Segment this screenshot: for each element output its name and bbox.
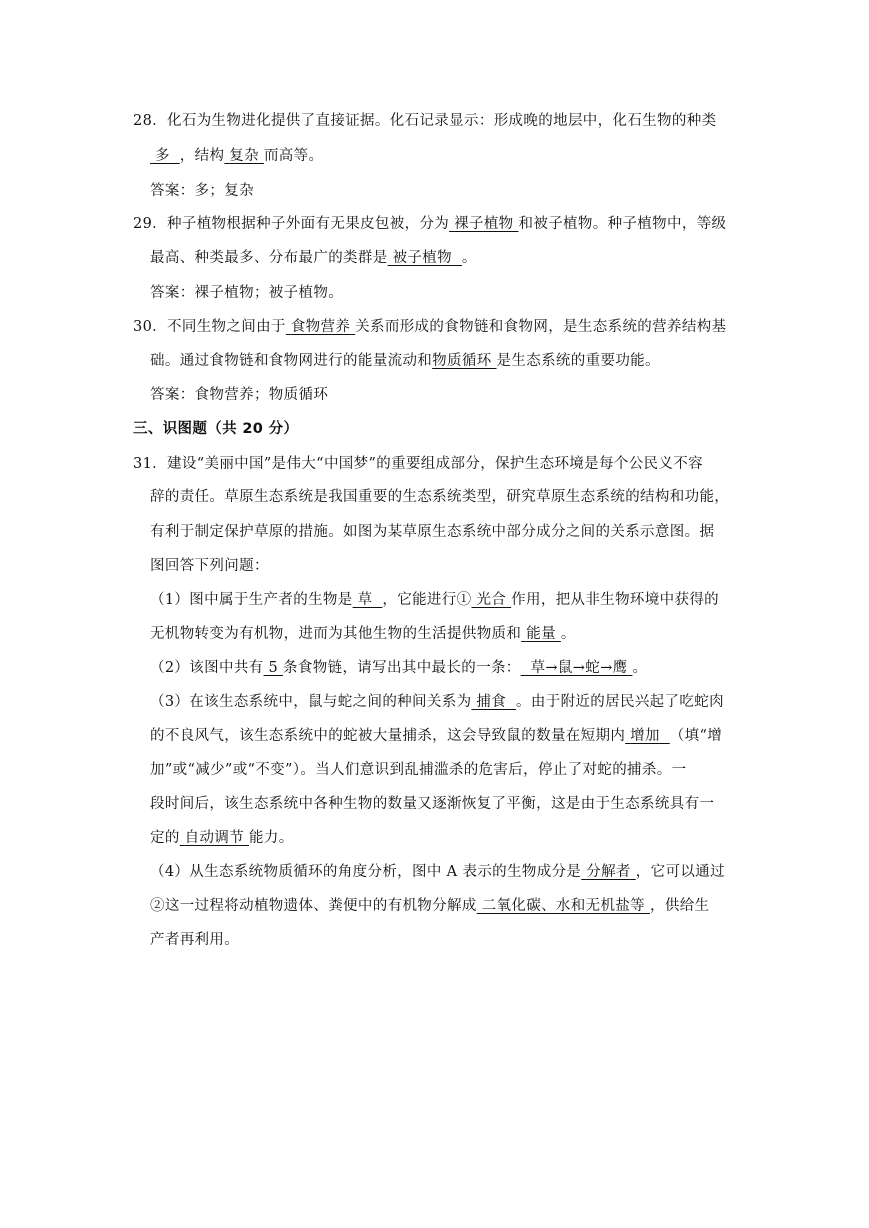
q31-part3-line4: 段时间后，该生态系统中各种生物的数量又逐渐恢复了平衡，这是由于生态系统具有一 bbox=[150, 796, 715, 812]
q31-part4-line1: （4）从生态系统物质循环的角度分析，图中 A 表示的生物成分是 分解者 ，它可以通过 bbox=[150, 864, 725, 880]
q31-part1-blank-2: 光合 bbox=[476, 592, 507, 608]
q30-blank-2: 物质循环 bbox=[432, 353, 492, 369]
q31-part1-line2: 无机物转变为有机物，进而为其他生物的生活提供物质和 能量 。 bbox=[150, 626, 576, 642]
section-heading: 三、识图题（共 20 分） bbox=[133, 421, 299, 437]
q31-part3-line2: 的不良风气，该生态系统中的蛇被大量捕杀，这会导致鼠的数量在短期内 增加 （填“增 bbox=[150, 728, 723, 744]
q29-stem-line1: 29．种子植物根据种子外面有无果皮包被，分为 裸子植物 和被子植物。种子植物中，等级 bbox=[133, 216, 727, 232]
q31-part3-blank-1: 捕食 bbox=[476, 694, 507, 710]
q31-part3-line3: 加”或“减少”或“不变”）。当人们意识到乱捕滥杀的危害后，停止了对蛇的捕杀。一 bbox=[150, 762, 687, 778]
q30-stem-line2: 础。通过食物链和食物网进行的能量流动和物质循环 是生态系统的重要功能。 bbox=[150, 353, 660, 369]
q31-part1-line1: （1）图中属于生产者的生物是 草 ，它能进行① 光合 作用，把从非生物环境中获得的 bbox=[150, 592, 720, 608]
q28-stem-line1: 28．化石为生物进化提供了直接证据。化石记录显示：形成晚的地层中，化石生物的种类 bbox=[133, 113, 717, 129]
q31-intro-line2: 辞的责任。草原生态系统是我国重要的生态系统类型，研究草原生态系统的结构和功能， bbox=[150, 489, 730, 505]
q31-part3-line1: （3）在该生态系统中，鼠与蛇之间的种间关系为 捕食 。由于附近的居民兴起了吃蛇肉 bbox=[150, 694, 724, 710]
q30-answer: 答案：食物营养；物质循环 bbox=[150, 387, 329, 403]
q31-part3-line5: 定的 自动调节 能力。 bbox=[150, 830, 294, 846]
q31-part4-blank-2: 二氧化碳、水和无机盐等 bbox=[481, 898, 646, 914]
q31-intro-line1: 31．建设“美丽中国”是伟大“中国梦”的重要组成部分，保护生态环境是每个公民义不容 bbox=[133, 456, 703, 472]
q31-part3-blank-3: 自动调节 bbox=[184, 830, 245, 846]
q31-part1-blank-1: 草 bbox=[357, 592, 373, 608]
q30-blank-1: 食物营养 bbox=[290, 319, 351, 335]
q31-intro-line3: 有利于制定保护草原的措施。如图为某草原生态系统中部分成分之间的关系示意图。据 bbox=[150, 524, 715, 540]
q28-blank-1: 多 bbox=[154, 148, 170, 164]
q31-part4-line2: ②这一过程将动植物遗体、粪便中的有机物分解成 二氧化碳、水和无机盐等 ，供给生 bbox=[150, 898, 710, 914]
q31-part1-blank-3: 能量 bbox=[526, 626, 556, 642]
q28-answer: 答案：多；复杂 bbox=[150, 183, 254, 199]
q28-blank-2: 复杂 bbox=[229, 148, 259, 164]
q29-blank-1: 裸子植物 bbox=[454, 216, 514, 232]
q31-part3-blank-2: 增加 bbox=[630, 728, 660, 744]
q31-part4-line3: 产者再利用。 bbox=[150, 932, 240, 948]
q31-part4-blank-1: 分解者 bbox=[586, 864, 631, 880]
q30-stem-line1: 30．不同生物之间由于 食物营养 关系而形成的食物链和食物网，是生态系统的营养结构基 bbox=[133, 319, 727, 335]
q29-stem-line2: 最高、种类最多、分布最广的类群是 被子植物 。 bbox=[150, 250, 477, 266]
q31-intro-line4: 图回答下列问题： bbox=[150, 558, 269, 574]
q28-stem-line2: 多 ，结构 复杂 而高等。 bbox=[150, 146, 323, 166]
q29-blank-2: 被子植物 bbox=[392, 250, 452, 266]
q31-part2-blank-1: 5 bbox=[268, 660, 279, 676]
q31-part2-blank-2: 草→鼠→蛇→鹰 bbox=[530, 660, 628, 676]
q31-part2-line1: （2）该图中共有 5 条食物链，请写出其中最长的一条： 草→鼠→蛇→鹰 。 bbox=[150, 660, 648, 676]
q29-answer: 答案：裸子植物；被子植物。 bbox=[150, 285, 344, 301]
